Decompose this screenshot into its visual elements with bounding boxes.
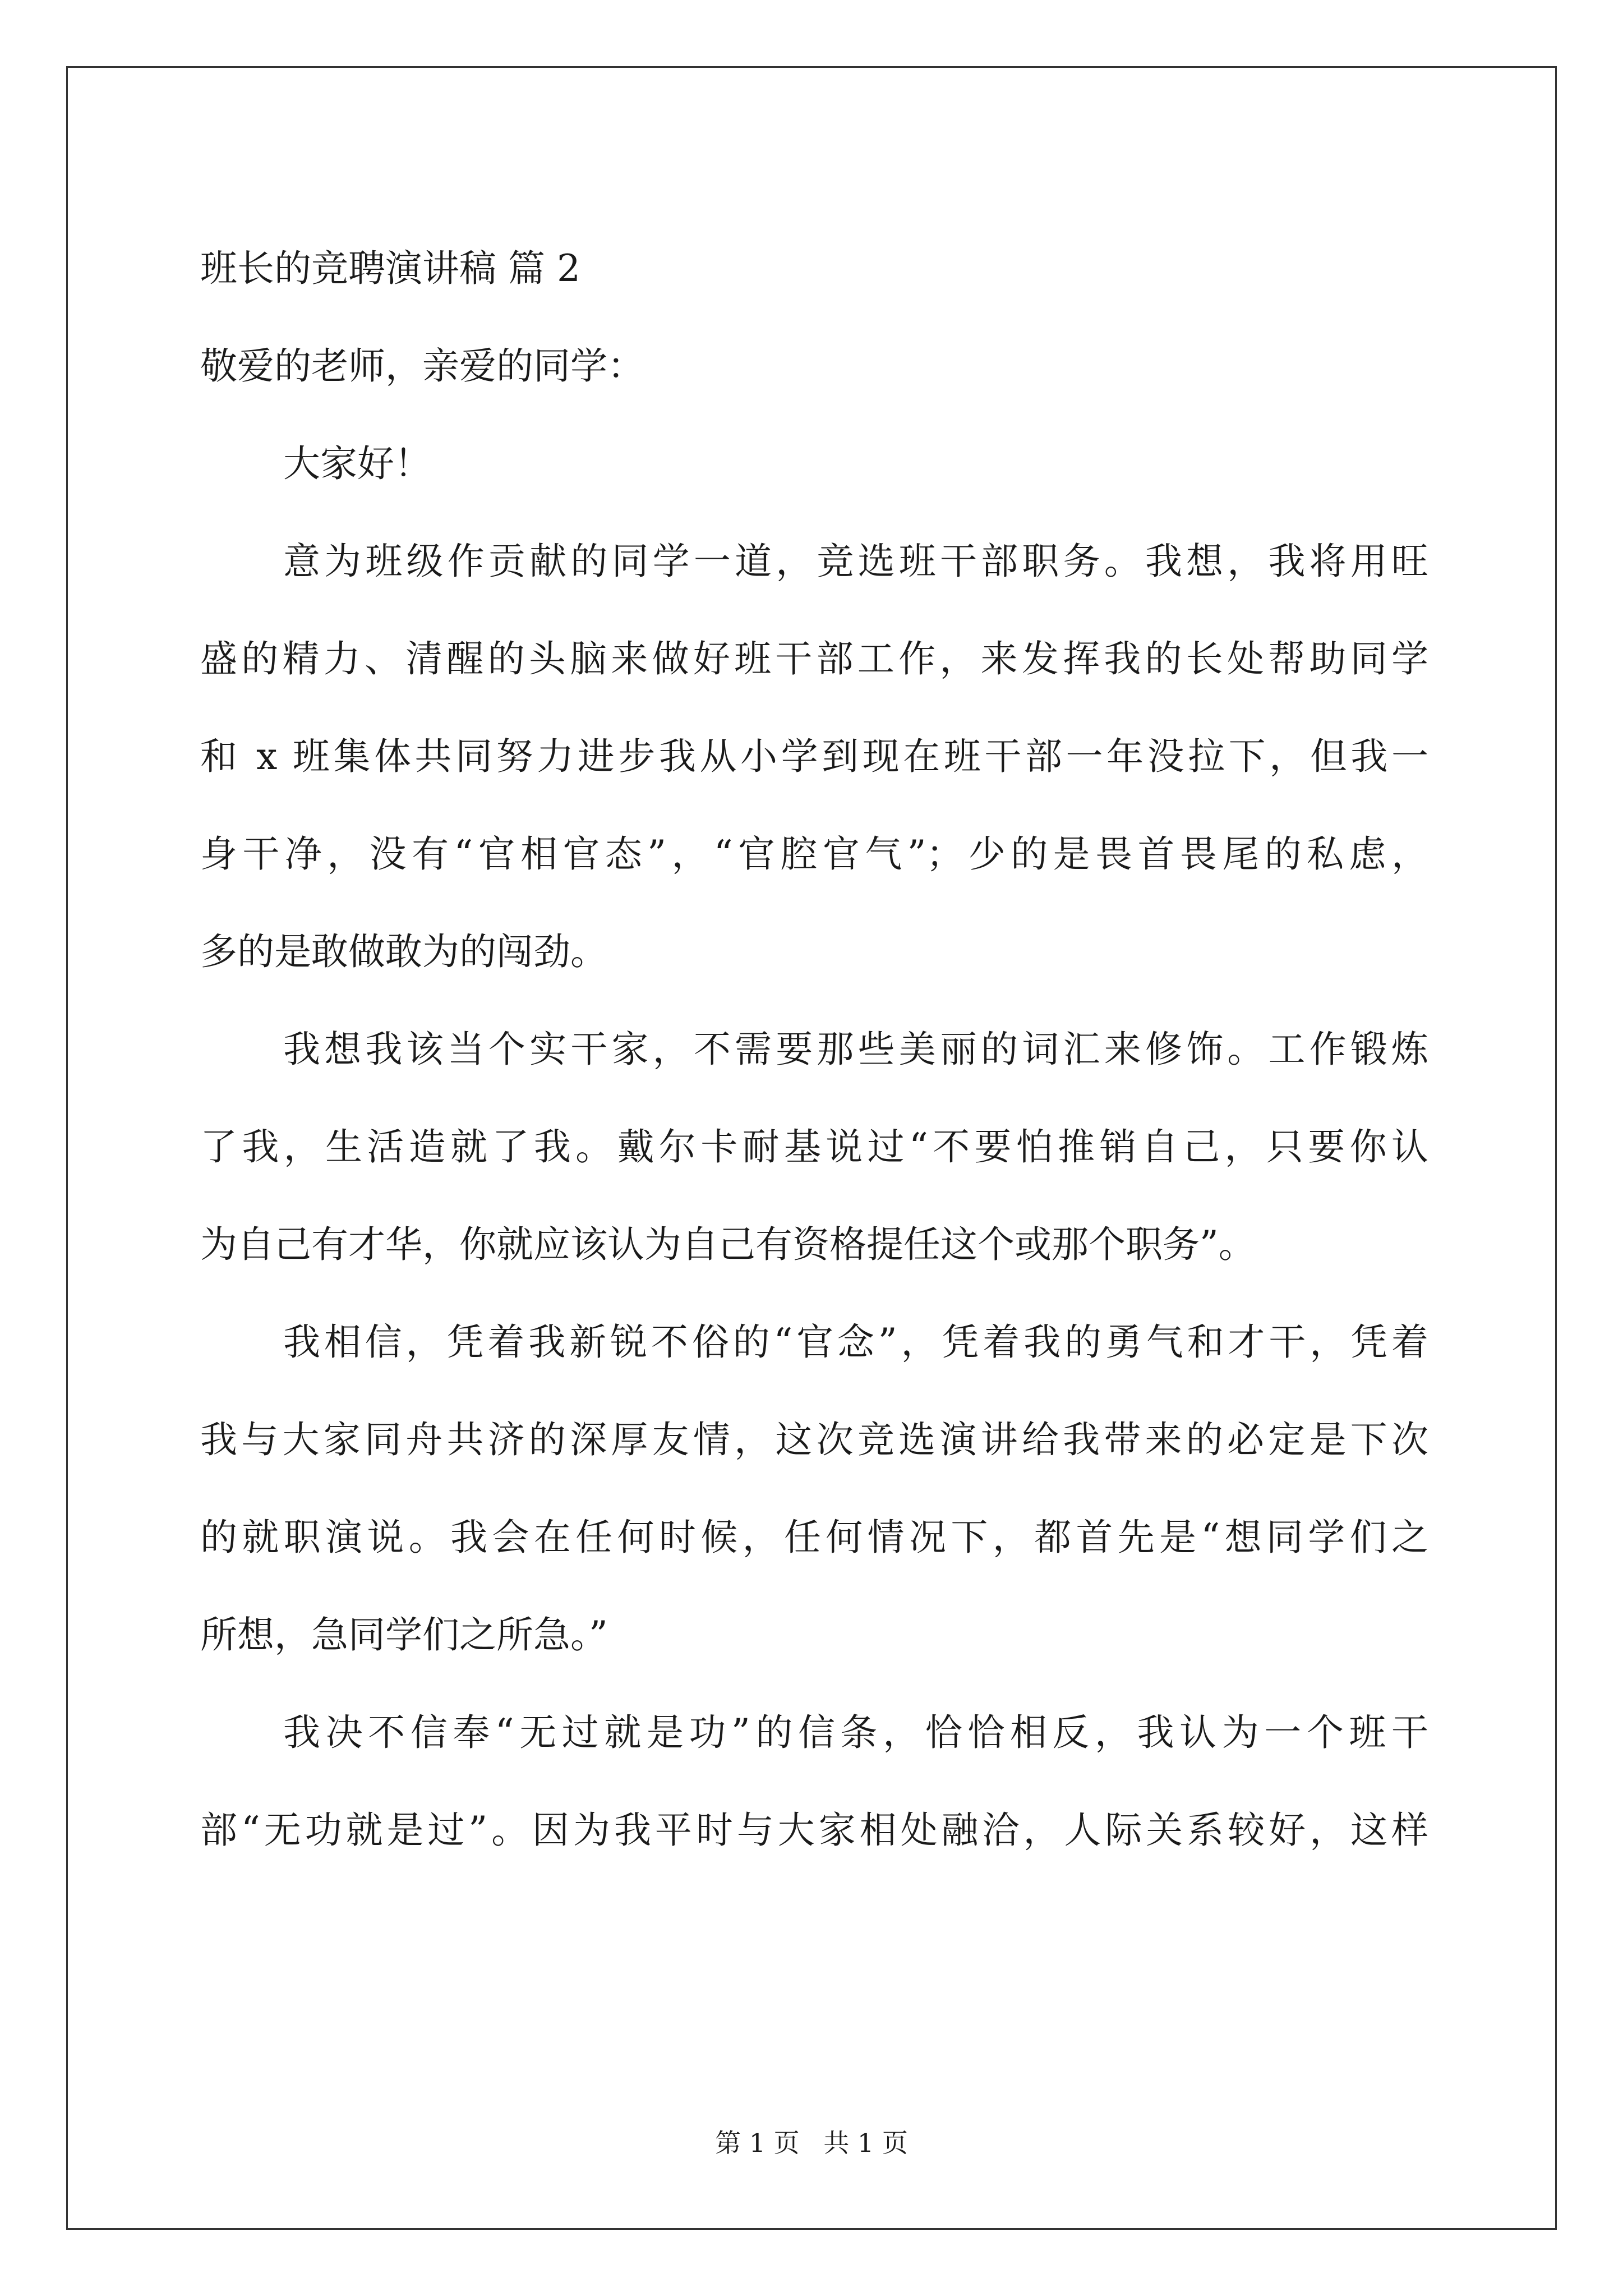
paragraph-line: 我决不信奉“无过就是功”的信条，恰恰相反，我认为一个班干 [283,1711,1428,1754]
page-number-total: 共 1 页 [823,2128,908,2158]
paragraph-1 [200,513,1428,1001]
paragraph-line: 所想，急同学们之所急。” [200,1613,608,1657]
paragraph-line: 我相信，凭着我新锐不俗的“官念”，凭着我的勇气和才干，凭着 [283,1320,1428,1364]
paragraph-line: 意为班级作贡献的同学一道，竞选班干部职务。我想，我将用旺 [283,540,1428,583]
paragraph-3 [200,1294,1428,1684]
paragraph-2 [200,1001,1428,1294]
document-title: 班长的竞聘演讲稿 篇 2 [200,247,580,290]
page-footer [0,2126,1623,2160]
salutation: 敬爱的老师，亲爱的同学： [200,344,644,388]
paragraph-line: 部“无功就是过”。因为我平时与大家相处融洽，人际关系较好，这样 [200,1809,1428,1852]
paragraph-line: 多的是敢做敢为的闯劲。 [200,930,607,973]
paragraph-line: 我想我该当个实干家，不需要那些美丽的词汇来修饰。工作锻炼 [283,1028,1428,1071]
paragraph-line: 的就职演说。我会在任何时候，任何情况下，都首先是“想同学们之 [200,1516,1428,1559]
paragraph-line: 盛的精力、清醒的头脑来做好班干部工作，来发挥我的长处帮助同学 [200,637,1428,680]
page-number-current: 第 1 页 [715,2128,800,2158]
paragraph-line: 身干净，没有“官相官态”，“官腔官气”；少的是畏首畏尾的私虑， [200,832,1428,876]
paragraph-line: 为自己有才华，你就应该认为自己有资格提任这个或那个职务”。 [200,1223,1256,1266]
greeting: 大家好！ [283,442,431,485]
paragraph-4 [200,1684,1428,1879]
paragraph-line: 了我，生活造就了我。戴尔卡耐基说过“不要怕推销自己，只要你认 [200,1125,1428,1168]
paragraph-line: 和 x 班集体共同努力进步我从小学到现在班干部一年没拉下，但我一 [200,735,1428,778]
paragraph-line: 我与大家同舟共济的深厚友情，这次竞选演讲给我带来的必定是下次 [200,1418,1428,1461]
document-body [200,220,1428,1879]
